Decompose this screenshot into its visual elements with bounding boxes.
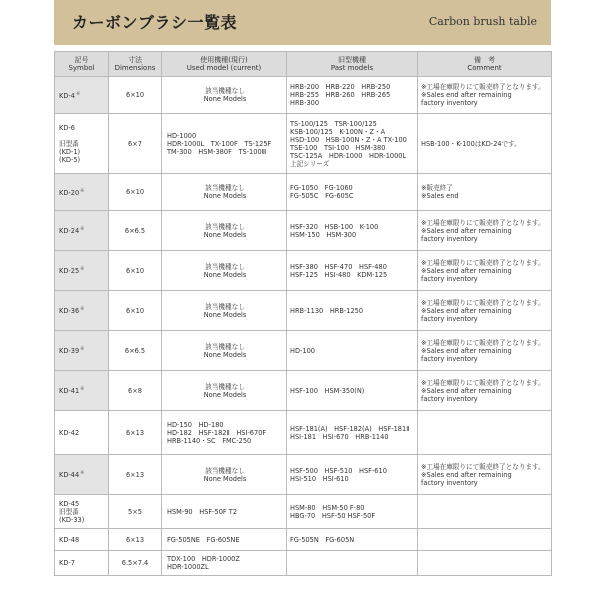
used-model-cell — [162, 211, 287, 251]
past-model-text: HSD-100 HSB-100N・Z・A TX-100 — [290, 135, 407, 144]
used-model-text: None Models — [203, 310, 247, 319]
past-model-text: HRB-200 HRB-220 HRB-250 — [290, 83, 391, 91]
past-model-text: HSF-500 HSF-510 HSF-610 — [290, 466, 387, 475]
header-symbol: 記号 Symbol — [55, 52, 109, 77]
past-model-text: KSB-100/125 K-100N・Z・A — [290, 127, 386, 136]
comment-cell — [418, 291, 552, 331]
used-model-text: FG-505NE FG-605NE — [167, 535, 240, 544]
used-model-text: HD-150 HD-180 — [167, 420, 224, 429]
comment-text: ※工場在庫限りにて販売終了となります。 — [421, 338, 545, 347]
symbol-cell — [55, 114, 109, 174]
comment-text: factory inventory — [421, 234, 478, 243]
used-model-cell — [162, 411, 287, 455]
symbol-cell — [55, 455, 109, 495]
symbol-text: KD-4 — [59, 92, 75, 101]
symbol-text: KD-48 — [59, 535, 80, 544]
used-model-text: None Models — [203, 390, 247, 399]
symbol-text: KD-7 — [59, 559, 75, 567]
comment-cell — [418, 411, 552, 455]
page-subtitle: Carbon brush table — [428, 15, 537, 28]
used-model-text: 該当機種なし — [205, 342, 245, 351]
used-model-text: None Models — [203, 230, 247, 239]
past-model-text: HSF-100 HSM-350(N) — [290, 386, 365, 395]
past-models-cell — [287, 211, 418, 251]
symbol-text: (KD-1) — [59, 147, 81, 156]
past-model-text: FG-505N FG-605N — [290, 535, 355, 544]
past-model-text: FG-505C FG-605C — [290, 192, 354, 200]
symbol-text: KD-25 — [59, 267, 80, 276]
comment-text: factory inventory — [421, 354, 478, 363]
used-model-text: 該当機種なし — [205, 87, 245, 95]
past-model-text: HRB-1130 HRB-1250 — [290, 306, 364, 315]
comment-cell — [418, 455, 552, 495]
used-model-cell — [162, 455, 287, 495]
dimension-cell: 6×6.5 — [109, 211, 162, 251]
comment-cell — [418, 77, 552, 114]
comment-cell — [418, 331, 552, 371]
symbol-cell — [55, 174, 109, 211]
past-models-cell — [287, 371, 418, 411]
comment-text: ※Sales end after remaining — [421, 266, 512, 275]
used-model-text: 該当機種なし — [205, 302, 245, 311]
table-row — [55, 211, 552, 251]
past-models-cell — [287, 251, 418, 291]
comment-cell — [418, 211, 552, 251]
comment-text: ※工場在庫限りにて販売終了となります。 — [421, 462, 545, 471]
symbol-cell — [55, 411, 109, 455]
symbol-text: 旧型番 — [59, 139, 79, 148]
used-model-text: TM-300 HSM-380F TS-100Ⅲ — [167, 147, 267, 156]
symbol-cell — [55, 77, 109, 114]
comment-cell — [418, 114, 552, 174]
symbol-text: KD-24 — [59, 227, 80, 236]
past-model-text: HSF-125 HSI-480 KDM-125 — [290, 270, 388, 279]
carbon-brush-table — [54, 51, 552, 576]
header-dimensions: 寸法 Dimensions — [109, 52, 162, 77]
dimension-cell: 6×10 — [109, 251, 162, 291]
table-row — [55, 174, 552, 211]
used-model-text: 該当機種なし — [205, 382, 245, 391]
used-model-cell — [162, 551, 287, 576]
used-model-text: 該当機種なし — [205, 222, 245, 231]
table-row — [55, 291, 552, 331]
comment-text: factory inventory — [421, 394, 478, 403]
dimension-cell: 6×8 — [109, 371, 162, 411]
dimension-cell: 6×13 — [109, 529, 162, 551]
asterisk-mark: ※ — [80, 306, 85, 313]
comment-text: ※Sales end after remaining — [421, 386, 512, 395]
comment-text: ※販売終了 — [421, 184, 453, 192]
comment-text: ※工場在庫限りにて販売終了となります。 — [421, 83, 545, 91]
symbol-cell — [55, 529, 109, 551]
table-row — [55, 251, 552, 291]
symbol-text: (KD-33) — [59, 515, 85, 524]
past-model-text: FG-1050 FG-1060 — [290, 184, 353, 192]
table-row — [55, 455, 552, 495]
asterisk-mark: ※ — [80, 226, 85, 233]
comment-cell — [418, 174, 552, 211]
symbol-cell — [55, 495, 109, 529]
past-model-text: HSF-320 HSB-100 K-100 — [290, 222, 379, 231]
used-model-text: None Models — [203, 95, 247, 103]
table-row — [55, 77, 552, 114]
past-models-cell — [287, 291, 418, 331]
past-models-cell — [287, 114, 418, 174]
used-model-text: None Models — [203, 192, 247, 200]
past-model-text: HBG-70 HSF-50 HSF-50F — [290, 511, 376, 520]
dimension-cell: 6×7 — [109, 114, 162, 174]
asterisk-mark: ※ — [80, 266, 85, 273]
comment-text: ※工場在庫限りにて販売終了となります。 — [421, 258, 545, 267]
dimension-cell: 6×10 — [109, 291, 162, 331]
past-models-cell — [287, 411, 418, 455]
header-used-model: 使用機種(現行) Used model (current) — [162, 52, 287, 77]
table-row — [55, 114, 552, 174]
symbol-text: (KD-5) — [59, 155, 81, 164]
dimension-cell: 6×13 — [109, 455, 162, 495]
past-model-text: HSF-380 HSF-470 HSF-480 — [290, 262, 387, 271]
used-model-cell — [162, 174, 287, 211]
comment-text: factory inventory — [421, 314, 478, 323]
symbol-text: KD-36 — [59, 307, 80, 316]
used-model-cell — [162, 371, 287, 411]
past-models-cell — [287, 331, 418, 371]
past-model-text: HSI-181 HSI-670 HRB-1140 — [290, 432, 389, 441]
dimension-cell: 6×10 — [109, 174, 162, 211]
past-models-cell — [287, 495, 418, 529]
table-body — [55, 77, 552, 576]
table-header-row — [55, 52, 552, 77]
symbol-text: KD-42 — [59, 428, 80, 437]
header-comment: 備 考 Comment — [418, 52, 552, 77]
comment-cell — [418, 529, 552, 551]
used-model-text: None Models — [203, 270, 247, 279]
past-model-text: HRB-255 HRB-260 HRB-265 — [290, 91, 391, 99]
symbol-cell — [55, 291, 109, 331]
past-model-text: TSE-100 TSI-100 HSM-380 — [290, 143, 386, 152]
symbol-text: KD-6 — [59, 123, 75, 132]
dimension-cell: 6×13 — [109, 411, 162, 455]
used-model-text: HRB-1140・SC FMC-250 — [167, 436, 252, 445]
comment-cell — [418, 371, 552, 411]
symbol-text: 旧型番 — [59, 507, 79, 516]
used-model-cell — [162, 251, 287, 291]
past-model-text: 上記シリーズ — [290, 159, 330, 168]
past-model-text: HRB-300 — [290, 99, 320, 107]
table-row — [55, 529, 552, 551]
comment-text: ※Sales end after remaining — [421, 470, 512, 479]
asterisk-mark: ※ — [80, 346, 85, 353]
past-models-cell — [287, 77, 418, 114]
comment-cell — [418, 551, 552, 576]
comment-text: HSB-100・K-100はKD-24です。 — [421, 139, 521, 148]
comment-text: factory inventory — [421, 99, 478, 107]
used-model-text: None Models — [203, 350, 247, 359]
comment-cell — [418, 495, 552, 529]
table-row — [55, 495, 552, 529]
dimension-cell: 5×5 — [109, 495, 162, 529]
past-models-cell — [287, 455, 418, 495]
used-model-cell — [162, 331, 287, 371]
symbol-cell — [55, 331, 109, 371]
used-model-cell — [162, 77, 287, 114]
used-model-text: None Models — [203, 474, 247, 483]
past-model-text: HD-100 — [290, 346, 316, 355]
used-model-cell — [162, 529, 287, 551]
used-model-text: HD-182 HSF-182Ⅱ HSI-670F — [167, 428, 267, 437]
dimension-cell: 6.5×7.4 — [109, 551, 162, 576]
symbol-cell — [55, 551, 109, 576]
dimension-cell: 6×10 — [109, 77, 162, 114]
symbol-cell — [55, 251, 109, 291]
comment-text: ※Sales end after remaining — [421, 346, 512, 355]
asterisk-mark: ※ — [80, 386, 85, 393]
past-model-text: HSM-80 HSM-50 F-80 — [290, 503, 365, 512]
used-model-text: TDX-100 HDR-1000Z — [167, 555, 240, 563]
past-models-cell — [287, 529, 418, 551]
symbol-text: KD-44 — [59, 471, 80, 480]
symbol-cell — [55, 371, 109, 411]
used-model-text: HD-1000 — [167, 131, 197, 140]
title-banner — [54, 0, 551, 45]
header-past-models: 旧型機種 Past models — [287, 52, 418, 77]
comment-text: ※工場在庫限りにて販売終了となります。 — [421, 218, 545, 227]
used-model-cell — [162, 291, 287, 331]
comment-text: factory inventory — [421, 274, 478, 283]
past-model-text: TS-100/125 TSR-100/125 — [290, 119, 377, 128]
past-model-text: HSF-181(A) HSF-182(A) HSF-181Ⅱ — [290, 424, 410, 433]
symbol-text: KD-39 — [59, 347, 80, 356]
comment-text: ※工場在庫限りにて販売終了となります。 — [421, 378, 545, 387]
past-model-text: HSM-150 HSM-300 — [290, 230, 357, 239]
used-model-cell — [162, 114, 287, 174]
table-row — [55, 371, 552, 411]
symbol-text: KD-41 — [59, 387, 80, 396]
asterisk-mark: ※ — [75, 90, 81, 97]
comment-cell — [418, 251, 552, 291]
comment-text: ※Sales end after remaining — [421, 306, 512, 315]
table-row — [55, 411, 552, 455]
page-title: カーボンブラシ一覧表 — [72, 13, 238, 32]
past-model-text: TSC-125A HDR-1000 HDR-1000L — [290, 151, 407, 160]
comment-text: ※Sales end after remaining — [421, 91, 512, 99]
asterisk-mark: ※ — [80, 470, 85, 477]
used-model-text: 該当機種なし — [205, 184, 245, 192]
symbol-text — [59, 132, 105, 140]
past-models-cell — [287, 551, 418, 576]
past-models-cell — [287, 174, 418, 211]
asterisk-mark: ※ — [80, 187, 85, 194]
used-model-text: 該当機種なし — [205, 466, 245, 475]
used-model-text: 該当機種なし — [205, 262, 245, 271]
used-model-cell — [162, 495, 287, 529]
comment-text: ※Sales end — [421, 192, 459, 200]
symbol-text: KD-20 — [59, 189, 80, 198]
past-model-text: HSI-510 HSI-610 — [290, 474, 349, 483]
used-model-text: HSM-90 HSF-50F T2 — [167, 507, 238, 516]
table-row — [55, 331, 552, 371]
symbol-cell — [55, 211, 109, 251]
comment-text: factory inventory — [421, 478, 478, 487]
comment-text: ※Sales end after remaining — [421, 226, 512, 235]
symbol-text: KD-45 — [59, 499, 80, 508]
used-model-text: HDR-1000L TX-100F TS-125F — [167, 139, 272, 148]
dimension-cell: 6×6.5 — [109, 331, 162, 371]
used-model-text: HDR-1000ZL — [167, 563, 209, 571]
table-row — [55, 551, 552, 576]
comment-text: ※工場在庫限りにて販売終了となります。 — [421, 298, 545, 307]
